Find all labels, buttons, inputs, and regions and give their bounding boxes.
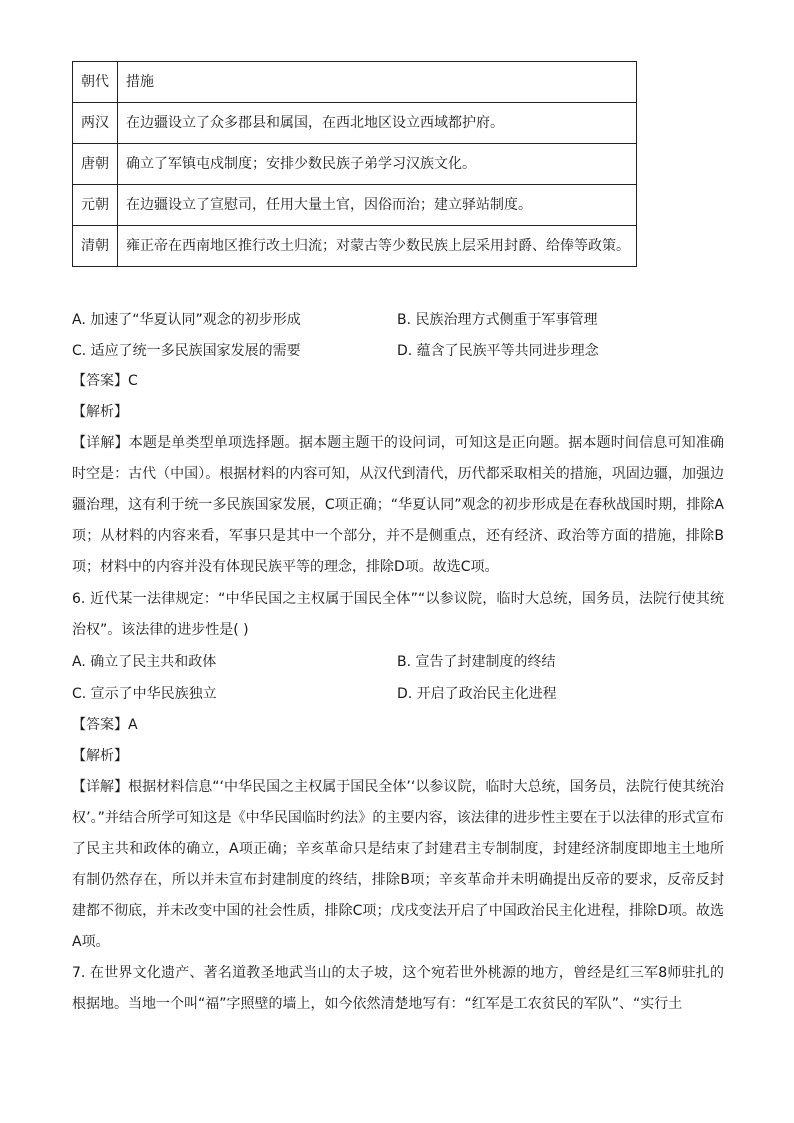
q5-analysis-label: 【解析】	[72, 404, 128, 420]
table-row	[73, 103, 637, 144]
q6-analysis-label: 【解析】	[72, 748, 128, 764]
table-row	[73, 185, 637, 226]
table-cell-dynasty: 清朝	[73, 226, 118, 267]
dynasty-measures-table	[72, 61, 637, 267]
table-cell-measure: 在边疆设立了众多郡县和属国，在西北地区设立西域都护府。	[118, 103, 637, 144]
q7-stem: 7. 在世界文化遗产、著名道教圣地武当山的太子坡，这个宛若世外桃源的地方，曾经是红三军8师驻扎的根据地。当地一个叫“福”字照壁的墙上，如今依然清楚地写有：“红军是工农贫民的军队”、“实行土	[72, 965, 724, 1012]
q6-option-c: C. 宣示了中华民族独立	[72, 686, 217, 702]
q6-stem: 6. 近代某一法律规定：“中华民国之主权属于国民全体”“以参议院，临时大总统，国务员，法院行使其统治权”。该法律的进步性是( )	[72, 591, 724, 638]
q5-detail: 【详解】本题是单类型单项选择题。据本题主题干的设问词，可知这是正向题。据本题时间信息可知准确时空是：古代（中国）。根据材料的内容可知，从汉代到清代，历代都采取相关的措施，巩固边疆，加强边疆治理，这有利于统一多民族国家发展，C项正确；“华夏认同”观念的初步形成是在春秋战国时期，排除A项；从材料的内容来看，军事只是其中一个部分，并不是侧重点，还有经济、政治等方面的措施，排除B项；材料中的内容并没有体现民族平等的理念，排除D项。故选C项。	[72, 435, 724, 575]
table-cell-dynasty: 元朝	[73, 185, 118, 226]
q5-option-d: D. 蕴含了民族平等共同进步理念	[397, 343, 599, 359]
table-row	[73, 226, 637, 267]
table-header-cell: 朝代	[73, 62, 118, 103]
table-cell-dynasty: 两汉	[73, 103, 118, 144]
q6-detail: 【详解】根据材料信息“‘中华民国之主权属于国民全体’‘以参议院，临时大总统，国务员，法院行使其统治权’。”并结合所学可知这是《中华民国临时约法》的主要内容，该法律的进步性主要在于以法律的形式宣布了民主共和政体的确立，A项正确；辛亥革命只是结束了封建君主专制制度，封建经济制度即地主土地所有制仍然存在，所以并未宣布封建制度的终结，排除B项；辛亥革命并未明确提出反帝的要求，反帝反封建都不彻底，并未改变中国的社会性质，排除C项；戊戌变法开启了中国政治民主化进程，排除D项。故选A项。	[72, 779, 724, 950]
table-header-cell: 措施	[118, 62, 637, 103]
q6-answer: 【答案】A	[72, 717, 138, 733]
table-row	[73, 144, 637, 185]
table-cell-measure: 确立了军镇屯戍制度；安排少数民族子弟学习汉族文化。	[118, 144, 637, 185]
q5-option-b: B. 民族治理方式侧重于军事管理	[397, 312, 598, 328]
q5-option-a: A. 加速了“华夏认同”观念的初步形成	[72, 312, 301, 328]
table-cell-measure: 在边疆设立了宣慰司，任用大量土官，因俗而治；建立驿站制度。	[118, 185, 637, 226]
table-cell-measure: 雍正帝在西南地区推行改土归流；对蒙古等少数民族上层采用封爵、给俸等政策。	[118, 226, 637, 267]
q5-answer: 【答案】C	[72, 373, 138, 389]
q5-option-c: C. 适应了统一多民族国家发展的需要	[72, 343, 301, 359]
table-cell-dynasty: 唐朝	[73, 144, 118, 185]
table-header-row	[73, 62, 637, 103]
q6-option-d: D. 开启了政治民主化进程	[397, 686, 557, 702]
q6-option-a: A. 确立了民主共和政体	[72, 654, 217, 670]
q6-option-b: B. 宣告了封建制度的终结	[397, 654, 556, 670]
